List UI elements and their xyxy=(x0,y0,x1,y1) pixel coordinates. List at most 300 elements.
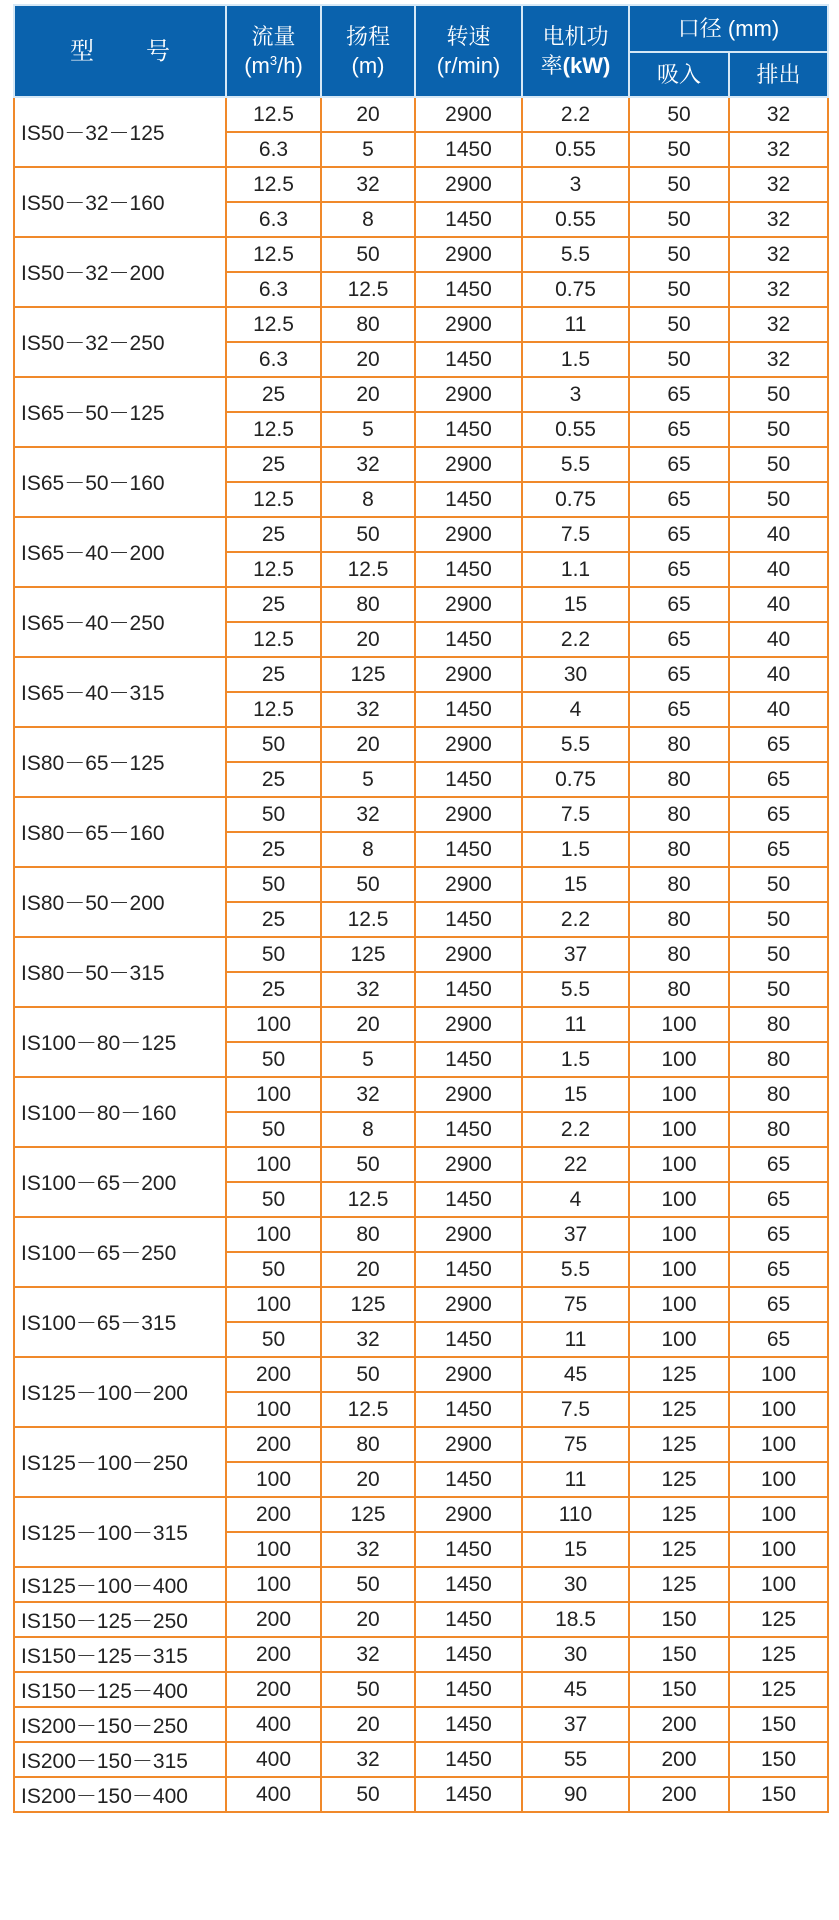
flow-cell: 50 xyxy=(226,727,321,762)
table-row xyxy=(14,1707,828,1742)
table-row xyxy=(14,447,828,482)
header-flow-unit: $(m^3/h)$ xyxy=(244,53,303,78)
head-cell: 5 xyxy=(321,412,415,447)
flow-cell: 12.5 xyxy=(226,97,321,132)
model-cell: IS200－150－315 xyxy=(14,1742,226,1777)
flow-cell: 50 xyxy=(226,937,321,972)
outlet-cell: 100 xyxy=(729,1532,828,1567)
table-row xyxy=(14,797,828,832)
flow-cell: 12.5 xyxy=(226,237,321,272)
head-cell: 20 xyxy=(321,1462,415,1497)
table-row xyxy=(14,1427,828,1462)
flow-cell: 6.3 xyxy=(226,342,321,377)
head-cell: 5 xyxy=(321,1042,415,1077)
outlet-cell: 125 xyxy=(729,1637,828,1672)
flow-cell: 25 xyxy=(226,517,321,552)
power-cell: 15 xyxy=(522,867,629,902)
speed-cell: 2900 xyxy=(415,1287,522,1322)
flow-cell: 12.5 xyxy=(226,412,321,447)
speed-cell: 2900 xyxy=(415,307,522,342)
power-cell: 7.5 xyxy=(522,797,629,832)
table-row xyxy=(14,657,828,692)
speed-cell: 1450 xyxy=(415,1672,522,1707)
flow-cell: 200 xyxy=(226,1602,321,1637)
speed-cell: 2900 xyxy=(415,167,522,202)
speed-cell: 1450 xyxy=(415,622,522,657)
outlet-cell: 65 xyxy=(729,797,828,832)
model-cell: IS50－32－200 xyxy=(14,237,226,307)
header-power xyxy=(522,5,629,97)
inlet-cell: 125 xyxy=(629,1462,729,1497)
head-cell: 20 xyxy=(321,1007,415,1042)
inlet-cell: 65 xyxy=(629,377,729,412)
table-row xyxy=(14,1567,828,1602)
head-cell: 32 xyxy=(321,1637,415,1672)
power-cell: 2.2 xyxy=(522,1112,629,1147)
speed-cell: 1450 xyxy=(415,972,522,1007)
inlet-cell: 65 xyxy=(629,517,729,552)
flow-cell: 25 xyxy=(226,762,321,797)
head-cell: 50 xyxy=(321,1777,415,1812)
speed-cell: 2900 xyxy=(415,1217,522,1252)
head-cell: 125 xyxy=(321,1287,415,1322)
inlet-cell: 200 xyxy=(629,1707,729,1742)
flow-cell: 100 xyxy=(226,1532,321,1567)
speed-cell: 1450 xyxy=(415,1322,522,1357)
power-cell: 11 xyxy=(522,307,629,342)
outlet-cell: 150 xyxy=(729,1777,828,1812)
outlet-cell: 100 xyxy=(729,1357,828,1392)
outlet-cell: 80 xyxy=(729,1077,828,1112)
flow-cell: 100 xyxy=(226,1287,321,1322)
table-row xyxy=(14,1007,828,1042)
flow-cell: 200 xyxy=(226,1637,321,1672)
outlet-cell: 40 xyxy=(729,692,828,727)
inlet-cell: 80 xyxy=(629,762,729,797)
model-cell: IS80－50－200 xyxy=(14,867,226,937)
speed-cell: 2900 xyxy=(415,1147,522,1182)
head-cell: 32 xyxy=(321,692,415,727)
header-speed xyxy=(415,5,522,97)
head-cell: 32 xyxy=(321,1077,415,1112)
outlet-cell: 100 xyxy=(729,1427,828,1462)
inlet-cell: 80 xyxy=(629,797,729,832)
model-cell: IS100－65－200 xyxy=(14,1147,226,1217)
head-cell: 50 xyxy=(321,237,415,272)
power-cell: 30 xyxy=(522,1567,629,1602)
flow-cell: 100 xyxy=(226,1567,321,1602)
model-cell: IS80－50－315 xyxy=(14,937,226,1007)
head-cell: 12.5 xyxy=(321,902,415,937)
head-cell: 50 xyxy=(321,1567,415,1602)
flow-cell: 200 xyxy=(226,1672,321,1707)
flow-cell: 50 xyxy=(226,1182,321,1217)
speed-cell: 2900 xyxy=(415,1077,522,1112)
inlet-cell: 65 xyxy=(629,692,729,727)
outlet-cell: 32 xyxy=(729,202,828,237)
table-header xyxy=(14,5,828,97)
head-cell: 20 xyxy=(321,1252,415,1287)
outlet-cell: 32 xyxy=(729,97,828,132)
speed-cell: 1450 xyxy=(415,1532,522,1567)
outlet-cell: 50 xyxy=(729,867,828,902)
head-cell: 80 xyxy=(321,587,415,622)
power-cell: 5.5 xyxy=(522,727,629,762)
head-cell: 32 xyxy=(321,1742,415,1777)
power-cell: 30 xyxy=(522,657,629,692)
speed-cell: 1450 xyxy=(415,342,522,377)
flow-cell: 25 xyxy=(226,902,321,937)
table-row xyxy=(14,307,828,342)
model-cell: IS80－65－160 xyxy=(14,797,226,867)
flow-cell: 50 xyxy=(226,1252,321,1287)
inlet-cell: 125 xyxy=(629,1532,729,1567)
model-cell: IS150－125－315 xyxy=(14,1637,226,1672)
power-cell: 1.1 xyxy=(522,552,629,587)
head-cell: 20 xyxy=(321,1707,415,1742)
outlet-cell: 32 xyxy=(729,342,828,377)
outlet-cell: 65 xyxy=(729,1217,828,1252)
model-cell: IS200－150－400 xyxy=(14,1777,226,1812)
speed-cell: 1450 xyxy=(415,412,522,447)
inlet-cell: 200 xyxy=(629,1742,729,1777)
speed-cell: 2900 xyxy=(415,377,522,412)
outlet-cell: 50 xyxy=(729,902,828,937)
flow-cell: 50 xyxy=(226,867,321,902)
outlet-cell: 65 xyxy=(729,1147,828,1182)
flow-cell: 25 xyxy=(226,587,321,622)
speed-cell: 1450 xyxy=(415,1742,522,1777)
outlet-cell: 32 xyxy=(729,167,828,202)
head-cell: 80 xyxy=(321,1427,415,1462)
outlet-cell: 40 xyxy=(729,517,828,552)
outlet-cell: 65 xyxy=(729,1322,828,1357)
model-cell: IS65－40－200 xyxy=(14,517,226,587)
outlet-cell: 100 xyxy=(729,1497,828,1532)
inlet-cell: 50 xyxy=(629,237,729,272)
inlet-cell: 80 xyxy=(629,727,729,762)
head-cell: 50 xyxy=(321,1357,415,1392)
outlet-cell: 50 xyxy=(729,972,828,1007)
table-row xyxy=(14,587,828,622)
head-cell: 12.5 xyxy=(321,1182,415,1217)
outlet-cell: 50 xyxy=(729,377,828,412)
power-cell: 11 xyxy=(522,1462,629,1497)
power-cell: 0.55 xyxy=(522,132,629,167)
head-cell: 50 xyxy=(321,1147,415,1182)
inlet-cell: 100 xyxy=(629,1182,729,1217)
inlet-cell: 100 xyxy=(629,1007,729,1042)
head-cell: 32 xyxy=(321,797,415,832)
inlet-cell: 100 xyxy=(629,1112,729,1147)
flow-cell: 25 xyxy=(226,972,321,1007)
speed-cell: 2900 xyxy=(415,237,522,272)
speed-cell: 1450 xyxy=(415,1637,522,1672)
outlet-cell: 32 xyxy=(729,272,828,307)
model-cell: IS50－32－250 xyxy=(14,307,226,377)
model-cell: IS125－100－200 xyxy=(14,1357,226,1427)
model-cell: IS150－125－400 xyxy=(14,1672,226,1707)
model-cell: IS65－50－160 xyxy=(14,447,226,517)
speed-cell: 2900 xyxy=(415,657,522,692)
head-cell: 80 xyxy=(321,1217,415,1252)
speed-cell: 1450 xyxy=(415,1462,522,1497)
header-model-char2: 号 xyxy=(146,37,170,65)
pump-spec-table xyxy=(13,4,829,1813)
power-cell: 2.2 xyxy=(522,97,629,132)
inlet-cell: 100 xyxy=(629,1252,729,1287)
power-cell: 55 xyxy=(522,1742,629,1777)
inlet-cell: 200 xyxy=(629,1777,729,1812)
model-cell: IS150－125－250 xyxy=(14,1602,226,1637)
header-power-unit: 率(kW) xyxy=(540,53,611,78)
inlet-cell: 80 xyxy=(629,832,729,867)
head-cell: 32 xyxy=(321,1532,415,1567)
table-row xyxy=(14,1742,828,1777)
power-cell: 0.75 xyxy=(522,272,629,307)
speed-cell: 1450 xyxy=(415,692,522,727)
header-diameter-inlet: 吸入 xyxy=(629,52,729,97)
speed-cell: 2900 xyxy=(415,517,522,552)
speed-cell: 1450 xyxy=(415,132,522,167)
speed-cell: 1450 xyxy=(415,1182,522,1217)
power-cell: 75 xyxy=(522,1287,629,1322)
power-cell: 1.5 xyxy=(522,832,629,867)
speed-cell: 1450 xyxy=(415,832,522,867)
table-row xyxy=(14,867,828,902)
power-cell: 0.55 xyxy=(522,202,629,237)
flow-cell: 25 xyxy=(226,377,321,412)
flow-cell: 6.3 xyxy=(226,272,321,307)
power-cell: 22 xyxy=(522,1147,629,1182)
inlet-cell: 65 xyxy=(629,412,729,447)
model-cell: IS200－150－250 xyxy=(14,1707,226,1742)
power-cell: 4 xyxy=(522,1182,629,1217)
flow-cell: 25 xyxy=(226,657,321,692)
header-speed-unit: (r/min) xyxy=(436,53,501,78)
speed-cell: 1450 xyxy=(415,1042,522,1077)
head-cell: 20 xyxy=(321,727,415,762)
power-cell: 7.5 xyxy=(522,517,629,552)
power-cell: 90 xyxy=(522,1777,629,1812)
power-cell: 37 xyxy=(522,1217,629,1252)
flow-cell: 50 xyxy=(226,1322,321,1357)
header-flow xyxy=(226,5,321,97)
speed-cell: 2900 xyxy=(415,97,522,132)
flow-cell: 50 xyxy=(226,1112,321,1147)
power-cell: 11 xyxy=(522,1007,629,1042)
outlet-cell: 40 xyxy=(729,657,828,692)
power-cell: 5.5 xyxy=(522,237,629,272)
power-cell: 5.5 xyxy=(522,1252,629,1287)
power-cell: 15 xyxy=(522,1077,629,1112)
head-cell: 80 xyxy=(321,307,415,342)
outlet-cell: 40 xyxy=(729,552,828,587)
inlet-cell: 65 xyxy=(629,482,729,517)
table-row xyxy=(14,1672,828,1707)
outlet-cell: 40 xyxy=(729,587,828,622)
flow-cell: 100 xyxy=(226,1077,321,1112)
inlet-cell: 65 xyxy=(629,552,729,587)
inlet-cell: 80 xyxy=(629,867,729,902)
table-row xyxy=(14,1777,828,1812)
head-cell: 50 xyxy=(321,1672,415,1707)
power-cell: 15 xyxy=(522,1532,629,1567)
model-cell: IS65－50－125 xyxy=(14,377,226,447)
power-cell: 37 xyxy=(522,1707,629,1742)
table-row xyxy=(14,377,828,412)
header-head xyxy=(321,5,415,97)
power-cell: 1.5 xyxy=(522,342,629,377)
speed-cell: 1450 xyxy=(415,762,522,797)
inlet-cell: 100 xyxy=(629,1077,729,1112)
table-body xyxy=(14,97,828,1812)
table-row xyxy=(14,1602,828,1637)
outlet-cell: 40 xyxy=(729,622,828,657)
inlet-cell: 50 xyxy=(629,307,729,342)
head-cell: 20 xyxy=(321,622,415,657)
outlet-cell: 65 xyxy=(729,1287,828,1322)
inlet-cell: 65 xyxy=(629,622,729,657)
flow-cell: 6.3 xyxy=(226,132,321,167)
table-row xyxy=(14,1077,828,1112)
outlet-cell: 80 xyxy=(729,1042,828,1077)
inlet-cell: 125 xyxy=(629,1357,729,1392)
outlet-cell: 65 xyxy=(729,1252,828,1287)
inlet-cell: 100 xyxy=(629,1147,729,1182)
flow-cell: 50 xyxy=(226,797,321,832)
flow-cell: 200 xyxy=(226,1497,321,1532)
outlet-cell: 32 xyxy=(729,132,828,167)
power-cell: 11 xyxy=(522,1322,629,1357)
table-row xyxy=(14,1287,828,1322)
outlet-cell: 100 xyxy=(729,1567,828,1602)
table-row xyxy=(14,937,828,972)
flow-cell: 12.5 xyxy=(226,552,321,587)
inlet-cell: 80 xyxy=(629,902,729,937)
header-model xyxy=(14,5,226,97)
inlet-cell: 65 xyxy=(629,657,729,692)
head-cell: 12.5 xyxy=(321,552,415,587)
flow-cell: 100 xyxy=(226,1217,321,1252)
head-cell: 125 xyxy=(321,657,415,692)
head-cell: 12.5 xyxy=(321,272,415,307)
speed-cell: 1450 xyxy=(415,482,522,517)
flow-cell: 200 xyxy=(226,1427,321,1462)
inlet-cell: 80 xyxy=(629,972,729,1007)
outlet-cell: 32 xyxy=(729,237,828,272)
flow-cell: 400 xyxy=(226,1707,321,1742)
power-cell: 2.2 xyxy=(522,902,629,937)
inlet-cell: 50 xyxy=(629,167,729,202)
inlet-cell: 100 xyxy=(629,1287,729,1322)
outlet-cell: 65 xyxy=(729,727,828,762)
model-cell: IS125－100－315 xyxy=(14,1497,226,1567)
head-cell: 32 xyxy=(321,167,415,202)
outlet-cell: 50 xyxy=(729,447,828,482)
model-cell: IS65－40－315 xyxy=(14,657,226,727)
header-head-label: 扬程 xyxy=(345,24,390,49)
inlet-cell: 100 xyxy=(629,1217,729,1252)
table-row xyxy=(14,1497,828,1532)
flow-cell: 200 xyxy=(226,1357,321,1392)
power-cell: 3 xyxy=(522,167,629,202)
speed-cell: 2900 xyxy=(415,727,522,762)
table-row xyxy=(14,1147,828,1182)
head-cell: 50 xyxy=(321,517,415,552)
inlet-cell: 125 xyxy=(629,1392,729,1427)
inlet-cell: 150 xyxy=(629,1672,729,1707)
speed-cell: 2900 xyxy=(415,937,522,972)
header-speed-label: 转速 xyxy=(446,24,491,49)
head-cell: 20 xyxy=(321,342,415,377)
power-cell: 2.2 xyxy=(522,622,629,657)
flow-cell: 50 xyxy=(226,1042,321,1077)
outlet-cell: 80 xyxy=(729,1112,828,1147)
inlet-cell: 150 xyxy=(629,1637,729,1672)
speed-cell: 1450 xyxy=(415,1602,522,1637)
inlet-cell: 125 xyxy=(629,1497,729,1532)
speed-cell: 1450 xyxy=(415,1252,522,1287)
power-cell: 4 xyxy=(522,692,629,727)
inlet-cell: 100 xyxy=(629,1322,729,1357)
model-cell: IS50－32－125 xyxy=(14,97,226,167)
head-cell: 20 xyxy=(321,97,415,132)
model-cell: IS100－80－160 xyxy=(14,1077,226,1147)
model-cell: IS50－32－160 xyxy=(14,167,226,237)
flow-cell: 12.5 xyxy=(226,307,321,342)
head-cell: 20 xyxy=(321,377,415,412)
power-cell: 18.5 xyxy=(522,1602,629,1637)
table-row xyxy=(14,237,828,272)
speed-cell: 2900 xyxy=(415,587,522,622)
inlet-cell: 50 xyxy=(629,272,729,307)
outlet-cell: 100 xyxy=(729,1392,828,1427)
model-cell: IS100－80－125 xyxy=(14,1007,226,1077)
table-row xyxy=(14,1217,828,1252)
head-cell: 12.5 xyxy=(321,1392,415,1427)
power-cell: 110 xyxy=(522,1497,629,1532)
flow-cell: 12.5 xyxy=(226,692,321,727)
outlet-cell: 50 xyxy=(729,412,828,447)
power-cell: 30 xyxy=(522,1637,629,1672)
model-cell: IS80－65－125 xyxy=(14,727,226,797)
inlet-cell: 50 xyxy=(629,342,729,377)
head-cell: 8 xyxy=(321,1112,415,1147)
head-cell: 8 xyxy=(321,832,415,867)
power-cell: 0.55 xyxy=(522,412,629,447)
flow-cell: 12.5 xyxy=(226,167,321,202)
model-cell: IS125－100－400 xyxy=(14,1567,226,1602)
speed-cell: 1450 xyxy=(415,1777,522,1812)
model-cell: IS125－100－250 xyxy=(14,1427,226,1497)
header-diameter-outlet: 排出 xyxy=(729,52,828,97)
speed-cell: 1450 xyxy=(415,1707,522,1742)
head-cell: 5 xyxy=(321,762,415,797)
power-cell: 7.5 xyxy=(522,1392,629,1427)
inlet-cell: 50 xyxy=(629,202,729,237)
head-cell: 32 xyxy=(321,972,415,1007)
outlet-cell: 50 xyxy=(729,482,828,517)
outlet-cell: 125 xyxy=(729,1672,828,1707)
speed-cell: 1450 xyxy=(415,902,522,937)
power-cell: 45 xyxy=(522,1672,629,1707)
table-row xyxy=(14,167,828,202)
outlet-cell: 150 xyxy=(729,1707,828,1742)
header-flow-label: 流量 xyxy=(251,24,296,49)
head-cell: 8 xyxy=(321,482,415,517)
inlet-cell: 125 xyxy=(629,1427,729,1462)
